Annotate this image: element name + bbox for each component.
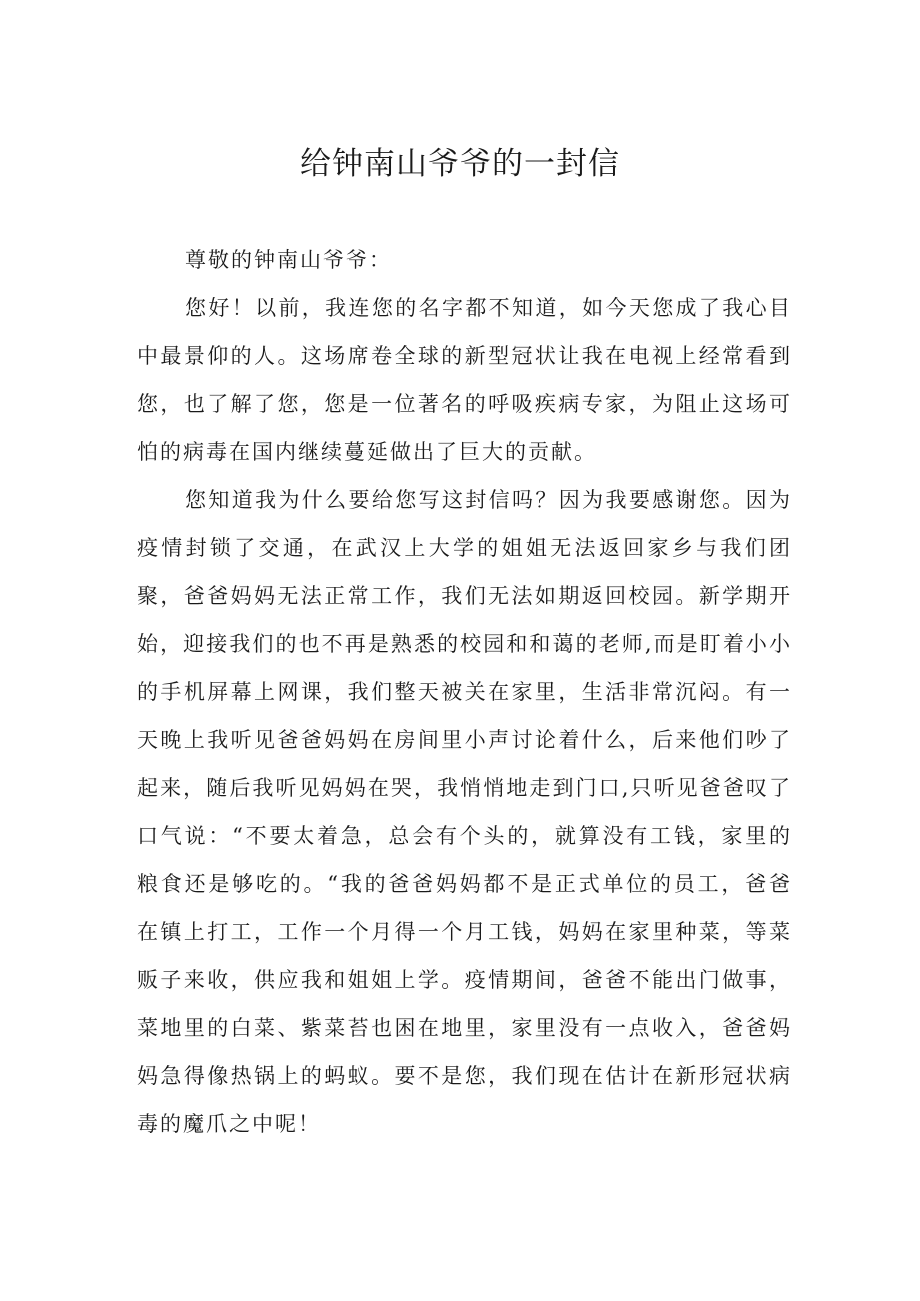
letter-body: [137, 236, 792, 1148]
letter-paragraph-greeting: 您好！以前，我连您的名字都不知道，如今天您成了我心目中最景仰的人。这场席卷全球的新型冠状让我在电视上经常看到您，也了解了您，您是一位著名的呼吸疾病专家，为阻止这场可怕的病毒在国内继续蔓延做出了巨大的贡献。: [137, 296, 792, 464]
letter-salutation: 尊敬的钟南山爷爷：: [185, 248, 392, 272]
letter-paragraph-reason: 您知道我为什么要给您写这封信吗？因为我要感谢您。因为疫情封锁了交通，在武汉上大学的姐姐无法返回家乡与我们团聚，爸爸妈妈无法正常工作，我们无法如期返回校园。新学期开始，迎接我们的也不再是熟悉的校园和和蔼的老师,而是盯着小小的手机屏幕上网课，我们整天被关在家里，生活非常沉闷。有一天晚上我听见爸爸妈妈在房间里小声讨论着什么，后来他们吵了起来，随后我听见妈妈在哭，我悄悄地走到门口,只听见爸爸叹了口气说：“不要太着急，总会有个头的，就算没有工钱，家里的粮食还是够吃的。“我的爸爸妈妈都不是正式单位的员工，爸爸在镇上打工，工作一个月得一个月工钱，妈妈在家里种菜，等菜贩子来收，供应我和姐姐上学。疫情期间，爸爸不能出门做事，菜地里的白菜、紫菜苔也困在地里，家里没有一点收入，爸爸妈妈急得像热锅上的蚂蚁。要不是您，我们现在估计在新形冠状病毒的魔爪之中呢！: [137, 488, 792, 1136]
document-title: 给钟南山爷爷的一封信: [300, 146, 620, 182]
